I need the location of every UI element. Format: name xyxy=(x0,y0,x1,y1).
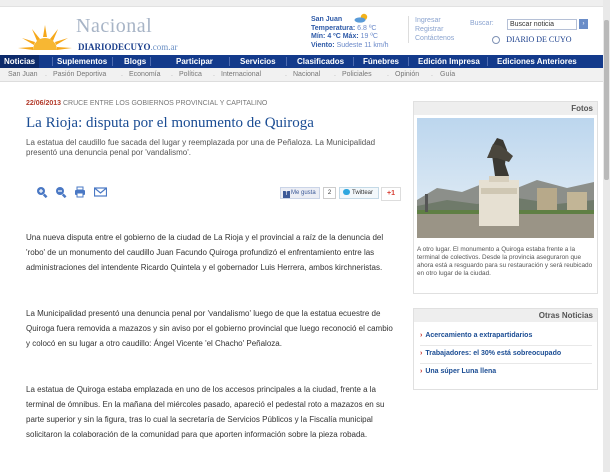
nav-item-clasificados[interactable]: Clasificados xyxy=(297,57,345,66)
login-link[interactable]: Ingresar xyxy=(415,17,441,24)
twitter-button[interactable] xyxy=(339,187,379,199)
email-icon[interactable] xyxy=(94,186,107,198)
register-link[interactable]: Registrar xyxy=(415,26,444,33)
other-news-item-3[interactable]: › Una súper Luna llena xyxy=(420,368,497,375)
article-lead: La estatua del caudillo fue sacada del lugar y reemplazada por una de Peñaloza. La Municipalidad presentó una denuncia penal por 'vandalismo'. xyxy=(26,138,376,157)
subnav-item-pasion-deportiva[interactable]: Pasión Deportiva xyxy=(53,71,107,78)
search-scope-radio[interactable] xyxy=(492,36,500,44)
subnav-item-policiales[interactable]: Policiales xyxy=(342,71,372,78)
photo-caption: A otro lugar. El monumento a Quiroga estaba frente a la terminal de colectivos. Desde la provincia aseguraron que ahora está a resguardo para su restauración y será reubicado en otro lugar de la ciudad. xyxy=(417,246,593,277)
article-paragraph-2: La Municipalidad presentó una denuncia penal por 'vandalismo' luego de que la estatua ecuestre de Quiroga fuera removida a mazazos y sin aviso por el gobierno provincial que luego reconoció el cambio y colocó en su lugar a otro caudillo: Ángel Vicente 'el Chacho' Peñaloza. xyxy=(26,309,393,348)
twitter-bird-icon xyxy=(343,189,350,195)
article-kicker-text: CRUCE ENTRE LOS GOBIERNOS PROVINCIAL Y CAPITALINO xyxy=(63,100,268,107)
google-plus-label: +1 xyxy=(387,190,395,197)
nav-item-servicios[interactable]: Servicios xyxy=(240,57,276,66)
zoom-out-icon[interactable] xyxy=(55,186,67,198)
sun-logo-icon xyxy=(18,21,72,51)
logo-section-name: Nacional xyxy=(76,15,153,37)
nav-item-ediciones-anteriores[interactable]: Ediciones Anteriores xyxy=(497,57,577,66)
search-label: Buscar: xyxy=(470,20,494,27)
facebook-like-count: 2 xyxy=(323,187,336,199)
facebook-icon: f xyxy=(283,191,290,198)
weather-temperature-label: Temperatura: xyxy=(311,24,356,32)
weather-widget[interactable] xyxy=(311,16,403,50)
article-date: 22/06/2013 xyxy=(26,100,62,107)
other-news-link-2[interactable]: Trabajadores: el 30% está sobreocupado xyxy=(425,350,562,357)
search-scope-label: DIARIO DE CUYO xyxy=(506,35,572,45)
logo-brand xyxy=(78,42,178,52)
top-strip xyxy=(0,0,603,7)
nav-item-blogs[interactable]: Blogs xyxy=(124,57,147,66)
article-paragraph-1: Una nueva disputa entre el gobierno de la ciudad de La Rioja y el provincial a raíz de la denuncia del 'robo' de un monumento del caudillo Juan Facundo Quiroga profundizó el enfrentamiento entre las administraciones del intendente Ricardo Quintela y el gobernador Luis Herrera, ambos kirchneristas. xyxy=(26,233,384,272)
logo-brand-name: DIARIODECUYO xyxy=(78,42,151,52)
subnav-item-san-juan[interactable]: San Juan xyxy=(8,71,38,78)
weather-max: 19 ºC xyxy=(360,33,378,40)
scrollbar-thumb[interactable] xyxy=(604,20,609,180)
subnav-item-opinion[interactable]: Opinión xyxy=(395,71,420,78)
nav-item-participar[interactable]: Participar xyxy=(176,57,213,66)
subnav-item-guia[interactable]: Guía xyxy=(440,71,456,78)
auth-links xyxy=(408,16,454,43)
subnav-item-politica[interactable]: Política xyxy=(179,71,202,78)
weather-city: San Juan xyxy=(311,16,343,23)
vertical-scrollbar[interactable] xyxy=(603,0,610,472)
nav-item-suplementos[interactable]: Suplementos xyxy=(57,57,108,66)
photos-box-title: Fotos xyxy=(414,102,597,115)
search-button[interactable]: › xyxy=(579,19,588,29)
zoom-in-icon[interactable] xyxy=(36,186,48,198)
subnav-item-nacional[interactable]: Nacional xyxy=(293,71,321,78)
weather-wind-label: Viento: xyxy=(311,41,335,49)
article-kicker xyxy=(26,100,267,107)
logo-brand-domain: .com.ar xyxy=(150,42,178,52)
other-news-link-1[interactable]: Acercamiento a extrapartidarios xyxy=(425,332,533,339)
facebook-like-button[interactable] xyxy=(280,187,320,199)
photos-box xyxy=(413,101,598,294)
search-input[interactable]: Buscar noticia xyxy=(507,19,577,30)
print-icon[interactable] xyxy=(74,186,86,198)
sub-nav: San Juan . Pasión Deportiva . Economía . Política . Internacional . Nacional . Policiales . Opinión . Guía xyxy=(0,68,603,82)
subnav-item-internacional[interactable]: Internacional xyxy=(221,71,262,78)
facebook-like-label: Me gusta xyxy=(291,190,316,196)
main-nav xyxy=(0,55,603,68)
nav-item-funebres[interactable]: Fúnebres xyxy=(363,57,400,66)
nav-item-noticias[interactable]: Noticias xyxy=(0,55,39,68)
weather-minmax-label: Mín: 4 ºC Máx: xyxy=(311,33,359,40)
contact-link[interactable]: Contáctenos xyxy=(415,35,455,42)
search-scope[interactable] xyxy=(492,35,572,44)
subnav-item-economia[interactable]: Economía xyxy=(129,71,161,78)
other-news-item-1[interactable]: › Acercamiento a extrapartidarios xyxy=(420,332,533,339)
site-logo[interactable] xyxy=(18,15,188,55)
other-news-box xyxy=(413,308,598,390)
twitter-label: Twittear xyxy=(352,190,374,196)
other-news-item-2[interactable]: › Trabajadores: el 30% está sobreocupado xyxy=(420,350,562,357)
social-buttons xyxy=(280,187,400,201)
article-headline: La Rioja: disputa por el monumento de Quiroga xyxy=(26,115,314,131)
article-paragraph-3: La estatua de Quiroga estaba emplazada en uno de los accesos principales a la ciudad, frente a la terminal de ómnibus. En la mañana del miércoles pasado, apareció el pedestal roto a mazazos en su parte superior y sin la figura, tras lo cual la secretaría de Servicios Públicos y la Fiscalía municipal solicitaron la colaboración de la comunidad para que aporten información sobre la pieza robada. xyxy=(26,385,385,439)
nav-item-edicion-impresa[interactable]: Edición Impresa xyxy=(418,57,480,66)
other-news-link-3[interactable]: Una súper Luna llena xyxy=(425,368,497,375)
weather-temperature: 6.8 ºC xyxy=(357,24,377,32)
google-plus-button[interactable] xyxy=(381,187,401,201)
sun-cloud-icon xyxy=(354,13,370,23)
other-news-title: Otras Noticias xyxy=(414,309,597,322)
weather-wind: Sudeste 11 km/h xyxy=(336,41,389,49)
site-header xyxy=(0,7,603,55)
article-photo[interactable] xyxy=(417,118,594,238)
